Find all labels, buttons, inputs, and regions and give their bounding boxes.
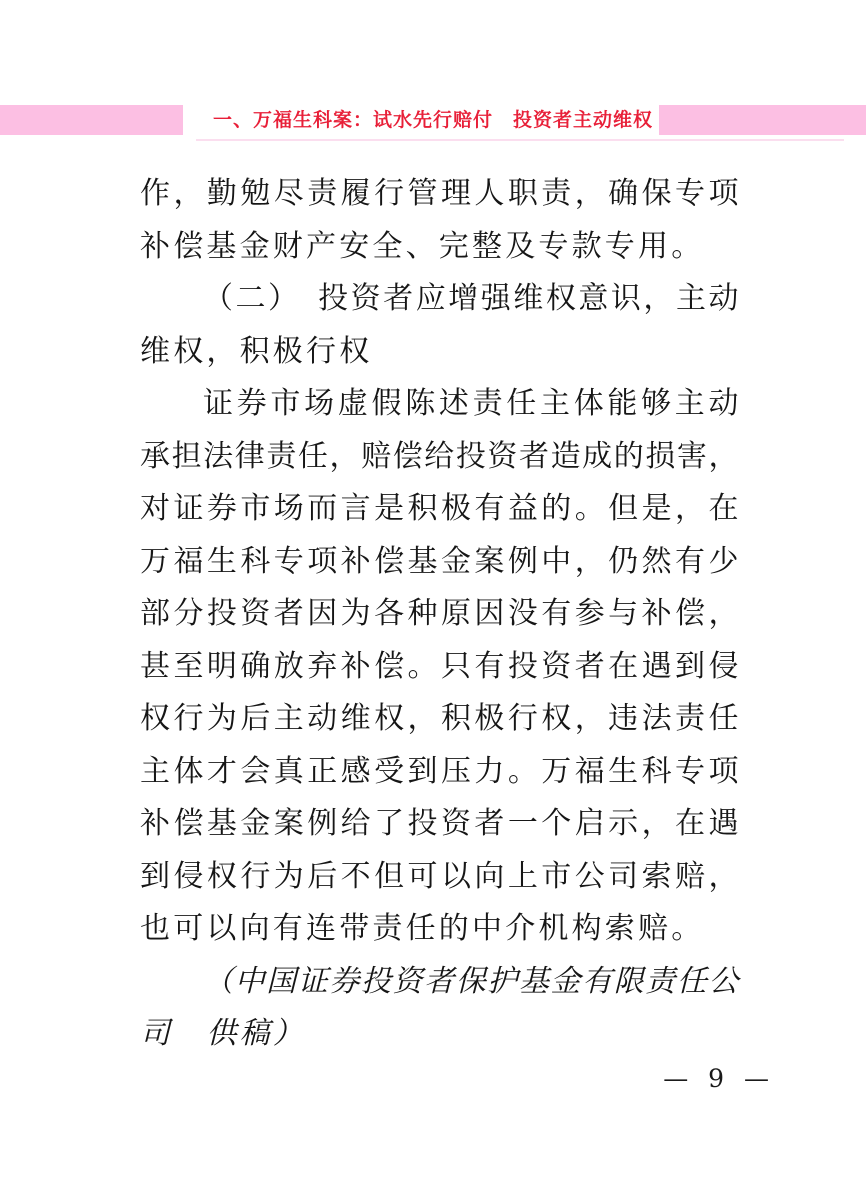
- text-line: （二） 投资者应增强维权意识，主动: [203, 281, 740, 316]
- text-line: 到侵权行为后不但可以向上市公司索赔，: [140, 858, 740, 894]
- page-number: — 9 —: [663, 1064, 770, 1093]
- chapter-title: 一、万福生科案：试水先行赔付 投资者主动维权: [212, 109, 653, 131]
- text-line: 承担法律责任，赔偿给投资者造成的损害，: [140, 438, 740, 474]
- text-line: 补偿基金案例给了投资者一个启示，在遇: [140, 806, 740, 841]
- text-line: 也可以向有连带责任的中介机构索赔。: [140, 911, 705, 946]
- text-line: 部分投资者因为各种原因没有参与补偿，: [140, 596, 740, 631]
- body-text: [140, 168, 740, 1061]
- text-line: 权行为后主动维权，积极行权，违法责任: [140, 701, 740, 736]
- header-rule: [196, 139, 844, 141]
- text-line: 主体才会真正感受到压力。万福生科专项: [140, 753, 740, 789]
- text-line: 证券市场虚假陈述责任主体能够主动: [203, 386, 740, 421]
- text-line: 甚至明确放弃补偿。只有投资者在遇到侵: [140, 648, 740, 684]
- text-line: 万福生科专项补偿基金案例中，仍然有少: [140, 543, 740, 579]
- text-line: 作，勤勉尽责履行管理人职责，确保专项: [140, 176, 740, 211]
- attribution-line: （中国证券投资者保护基金有限责任公: [203, 963, 740, 999]
- attribution-line: 司 供稿）: [140, 1016, 306, 1051]
- text-line: 对证券市场而言是积极有益的。但是，在: [140, 491, 740, 526]
- text-line: 补偿基金财产安全、完整及专款专用。: [140, 228, 705, 264]
- text-line: 维权，积极行权: [140, 333, 373, 369]
